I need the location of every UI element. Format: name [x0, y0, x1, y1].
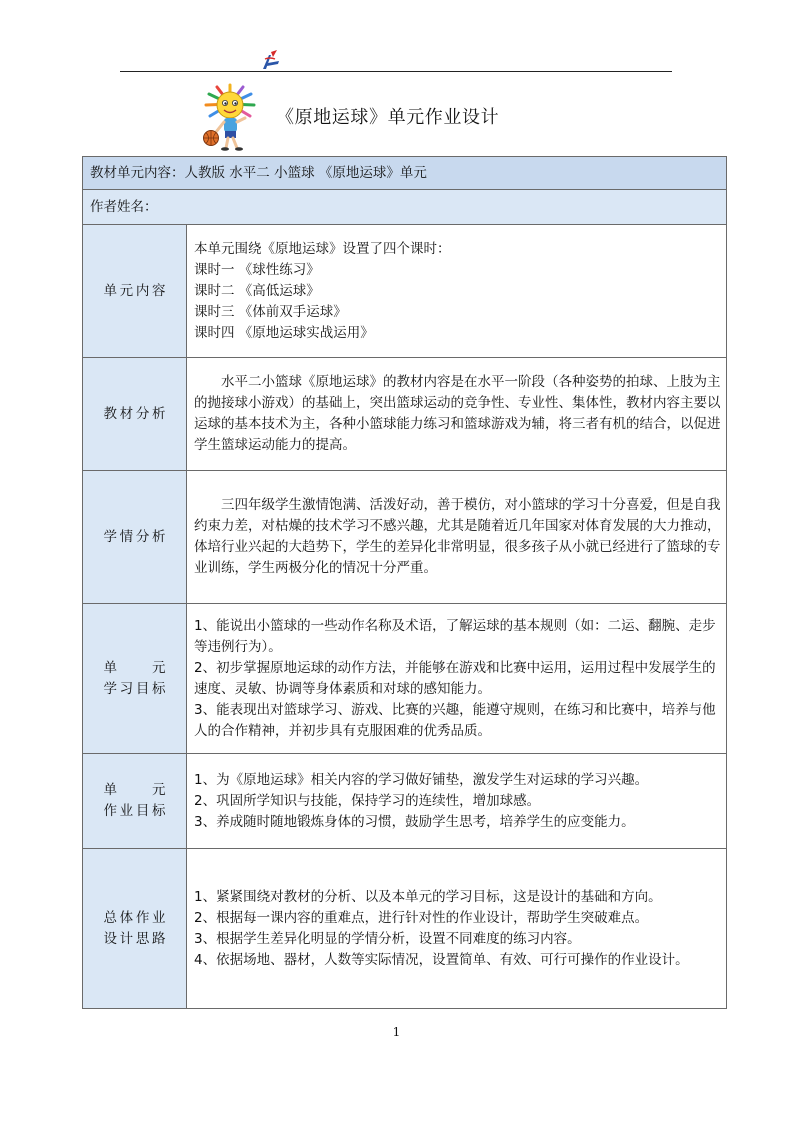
row-content [187, 471, 727, 604]
table-header-row [83, 157, 727, 190]
row-content [187, 849, 727, 1009]
content-line: 2、根据每一课内容的重难点，进行针对性的作业设计，帮助学生突破难点。 [194, 909, 649, 926]
content-line: 课时三 《体前双手运球》 [194, 303, 347, 320]
page-number: 1 [392, 1025, 401, 1039]
table-row [83, 471, 727, 604]
row-label [83, 754, 187, 849]
unit-design-table [82, 156, 727, 1009]
row-label-line: 作业目标 [103, 803, 166, 819]
row-content [187, 358, 727, 471]
document-title: 《原地运球》单元作业设计 [276, 107, 500, 128]
author-row [83, 190, 727, 225]
row-label [83, 225, 187, 358]
row-label-line: 单 元 [103, 659, 166, 676]
content-line: 1、紧紧围绕对教材的分析、以及本单元的学习目标，这是设计的基础和方向。 [194, 888, 662, 905]
content-line: 2、初步掌握原地运球的动作方法，并能够在游戏和比赛中运用，运用过程中发展学生的速度、灵敏、协调等身体素质和对球的感知能力。 [194, 659, 716, 697]
content-line: 1、能说出小篮球的一些动作名称及术语，了解运球的基本规则（如：二运、翻腕、走步等违例行为）。 [194, 617, 716, 655]
row-label-line: 单 元 [103, 782, 166, 798]
content-paragraph: 水平二小篮球《原地运球》的教材内容是在水平一阶段（各种姿势的拍球、上肢为主的抛接球小游戏）的基础上，突出篮球运动的竞争性、专业性、集体性，教材内容主要以运球的基本技术为主，各种小篮球能力练习和篮球游戏为辅，将三者有机的结合，以促进学生篮球运动能力的提高。 [194, 374, 721, 453]
content-line: 3、根据学生差异化明显的学情分析，设置不同难度的练习内容。 [194, 930, 581, 947]
content-line: 3、能表现出对篮球学习、游戏、比赛的兴趣，能遵守规则，在练习和比赛中，培养与他人的合作精神，并初步具有克服困难的优秀品质。 [194, 701, 716, 739]
publisher-logo-icon [259, 49, 281, 71]
unit-content-heading: 教材单元内容：人教版 水平二 小篮球 《原地运球》单元 [83, 157, 727, 190]
content-line: 课时一 《球性练习》 [194, 261, 320, 278]
table-row [83, 604, 727, 754]
content-line: 3、养成随时随地锻炼身体的习惯，鼓励学生思考，培养学生的应变能力。 [194, 813, 635, 830]
content-line: 课时二 《高低运球》 [194, 282, 320, 299]
table-row [83, 754, 727, 849]
row-label [83, 358, 187, 471]
content-line: 本单元围绕《原地运球》设置了四个课时： [194, 240, 451, 257]
row-label-line: 教材分析 [103, 405, 166, 422]
row-label [83, 471, 187, 604]
row-label [83, 604, 187, 754]
content-line: 4、依据场地、器材，人数等实际情况，设置简单、有效、可行可操作的作业设计。 [194, 951, 689, 968]
table-row [83, 358, 727, 471]
row-label-line: 学习目标 [103, 680, 166, 697]
row-content [187, 604, 727, 754]
row-label-line: 单元内容 [103, 282, 166, 299]
content-paragraph: 三四年级学生激情饱满、活泼好动，善于模仿，对小篮球的学习十分喜爱，但是自我约束力差，对枯燥的技术学习不感兴趣，尤其是随着近几年国家对体育发展的大力推动，体培行业兴起的大趋势下，学生的差异化非常明显，很多孩子从小就已经进行了篮球的专业训练，学生两极分化的情况十分严重。 [194, 497, 721, 576]
author-name-label: 作者姓名： [83, 190, 727, 225]
basketball-mascot-icon [196, 82, 276, 152]
content-line: 课时四 《原地运球实战运用》 [194, 324, 374, 341]
row-label-line: 总体作业 [103, 909, 166, 926]
row-label [83, 849, 187, 1009]
table-row [83, 849, 727, 1009]
row-content [187, 225, 727, 358]
table-row [83, 225, 727, 358]
row-content [187, 754, 727, 849]
header-rule [120, 71, 672, 72]
content-line: 1、为《原地运球》相关内容的学习做好铺垫，激发学生对运球的学习兴趣。 [194, 771, 649, 788]
row-label-line: 学情分析 [103, 528, 166, 545]
content-line: 2、巩固所学知识与技能，保持学习的连续性，增加球感。 [194, 792, 541, 809]
row-label-line: 设计思路 [103, 930, 166, 947]
